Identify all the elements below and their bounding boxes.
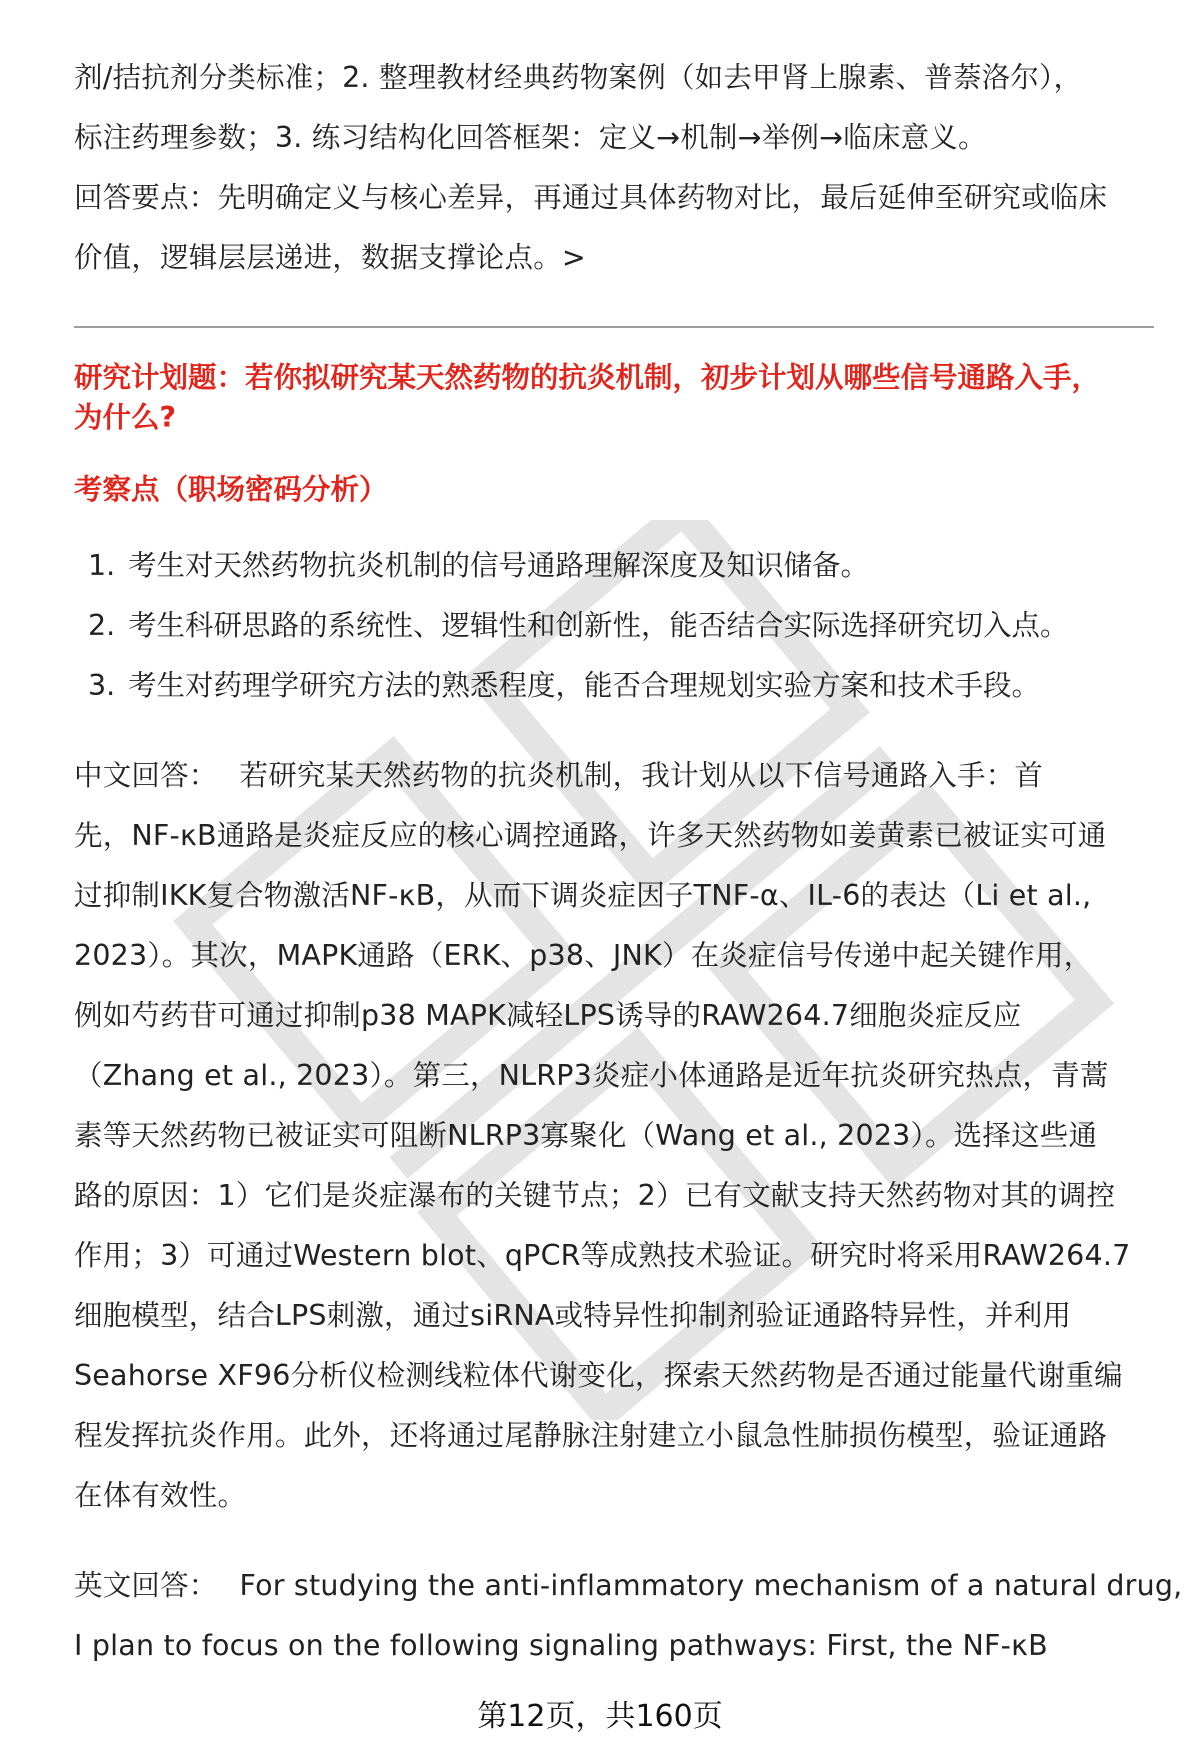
chinese-answer-line: 2023）。其次，MAPK通路（ERK、p38、JNK）在炎症信号传递中起关键作用， (74, 939, 1093, 972)
english-answer-line: I plan to focus on the following signaling pathways: First, the NF-κB (74, 1629, 1048, 1662)
page-number: 第12页，共160页 (477, 1699, 723, 1734)
question-heading (74, 358, 1154, 438)
chinese-answer-line: 过抑制IKK复合物激活NF-κB，从而下调炎症因子TNF-α、IL-6的表达（Li et al., (74, 879, 1092, 912)
chinese-answer-line: Seahorse XF96分析仪检测线粒体代谢变化，探索天然药物是否通过能量代谢重编 (74, 1359, 1123, 1392)
assessment-label: 考察点（职场密码分析） (74, 473, 388, 506)
question-line-2: 为什么? (74, 401, 177, 434)
list-item (74, 536, 1154, 596)
question-line-1: 研究计划题：若你拟研究某天然药物的抗炎机制，初步计划从哪些信号通路入手， (74, 361, 1101, 394)
intro-paragraph (74, 48, 1154, 288)
list-item-text: 考生对药理学研究方法的熟悉程度，能否合理规划实验方案和技术手段。 (128, 669, 1041, 702)
chinese-answer-line: 例如芍药苷可通过抑制p38 MAPK减轻LPS诱导的RAW264.7细胞炎症反应 (74, 999, 1022, 1032)
list-item-number: 3. (88, 669, 116, 702)
english-answer (74, 1556, 1183, 1676)
chinese-answer-label: 中文回答： (74, 759, 218, 792)
list-item (74, 656, 1154, 716)
chinese-answer-line: 素等天然药物已被证实可阻断NLRP3寡聚化（Wang et al., 2023）。选择这些通 (74, 1119, 1098, 1152)
chinese-answer-line: （Zhang et al., 2023）。第三，NLRP3炎症小体通路是近年抗炎研究热点，青蒿 (74, 1059, 1109, 1092)
chinese-answer (74, 746, 1154, 1526)
chinese-answer-line: 在体有效性。 (74, 1479, 247, 1512)
list-item-number: 2. (88, 609, 116, 642)
intro-line: 剂/拮抗剂分类标准；2. 整理教材经典药物案例（如去甲肾上腺素、普萘洛尔）， (74, 61, 1083, 94)
english-answer-label: 英文回答： (74, 1569, 218, 1602)
english-answer-text: For studying the anti-inflammatory mechanism of a natural drug, (239, 1569, 1183, 1602)
intro-line: 标注药理参数；3. 练习结构化回答框架：定义→机制→举例→临床意义。 (74, 121, 987, 154)
english-answer-line (74, 1556, 1183, 1616)
list-item-text: 考生科研思路的系统性、逻辑性和创新性，能否结合实际选择研究切入点。 (128, 609, 1069, 642)
chinese-answer-line (74, 746, 1154, 806)
intro-line: 回答要点：先明确定义与核心差异，再通过具体药物对比，最后延伸至研究或临床 (74, 181, 1108, 214)
chinese-answer-line: 细胞模型，结合LPS刺激，通过siRNA或特异性抑制剂验证通路特异性，并利用 (74, 1299, 1072, 1332)
chinese-answer-line: 作用；3）可通过Western blot、qPCR等成熟技术验证。研究时将采用RAW264.7 (74, 1239, 1131, 1272)
chinese-answer-line: 路的原因：1）它们是炎症瀑布的关键节点；2）已有文献支持天然药物对其的调控 (74, 1179, 1116, 1212)
list-item-number: 1. (88, 549, 116, 582)
list-item-text: 考生对天然药物抗炎机制的信号通路理解深度及知识储备。 (128, 549, 870, 582)
assessment-list (74, 536, 1154, 716)
section-divider (74, 326, 1154, 328)
chinese-answer-text: 若研究某天然药物的抗炎机制，我计划从以下信号通路入手：首 (239, 759, 1044, 792)
intro-line: 价值，逻辑层层递进，数据支撑论点。> (74, 241, 586, 274)
chinese-answer-line: 先，NF-κB通路是炎症反应的核心调控通路，许多天然药物如姜黄素已被证实可通 (74, 819, 1107, 852)
chinese-answer-line: 程发挥抗炎作用。此外，还将通过尾静脉注射建立小鼠急性肺损伤模型，验证通路 (74, 1419, 1108, 1452)
document-page (74, 48, 1183, 1676)
list-item (74, 596, 1154, 656)
